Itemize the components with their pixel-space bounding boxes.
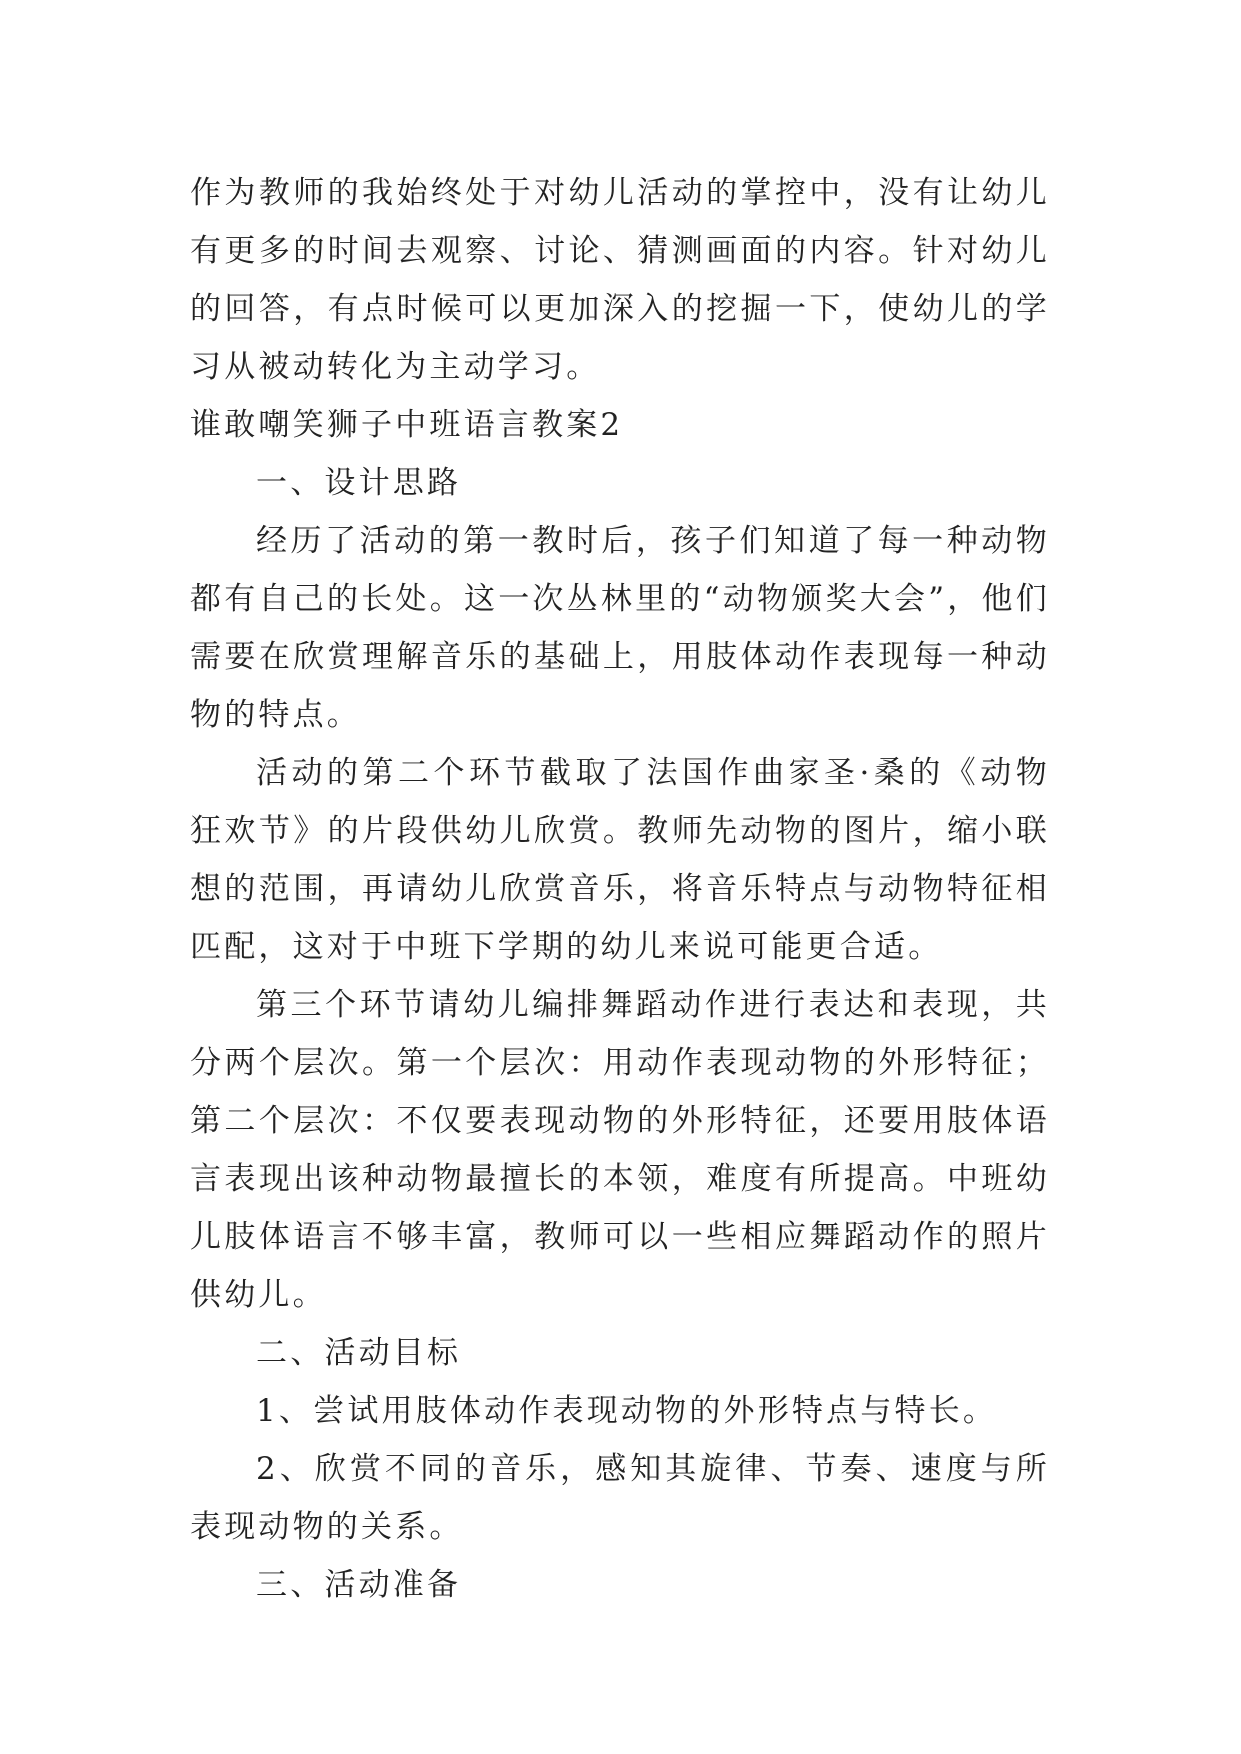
goal-item-2: 2、欣赏不同的音乐，感知其旋律、节奏、速度与所表现动物的关系。 [190, 1451, 1050, 1545]
section-title: 谁敢嘲笑狮子中班语言教案2 [190, 407, 624, 443]
heading-activity-preparation: 三、活动准备 [256, 1567, 462, 1603]
paragraph-design-2: 活动的第二个环节截取了法国作曲家圣·桑的《动物狂欢节》的片段供幼儿欣赏。教师先动物的图片，缩小联想的范围，再请幼儿欣赏音乐，将音乐特点与动物特征相匹配，这对于中班下学期的幼儿来说可能更合适。 [190, 755, 1050, 965]
document-body [190, 164, 1050, 1614]
paragraph-design-1: 经历了活动的第一教时后，孩子们知道了每一种动物都有自己的长处。这一次丛林里的“动物颁奖大会”，他们需要在欣赏理解音乐的基础上，用肢体动作表现每一种动物的特点。 [190, 523, 1050, 733]
paragraph-design-3: 第三个环节请幼儿编排舞蹈动作进行表达和表现，共分两个层次。第一个层次：用动作表现动物的外形特征；第二个层次：不仅要表现动物的外形特征，还要用肢体语言表现出该种动物最擅长的本领，难度有所提高。中班幼儿肢体语言不够丰富，教师可以一些相应舞蹈动作的照片供幼儿。 [190, 987, 1050, 1313]
goal-item-1: 1、尝试用肢体动作表现动物的外形特点与特长。 [256, 1393, 998, 1429]
heading-design-idea: 一、设计思路 [256, 465, 462, 501]
heading-activity-goals: 二、活动目标 [256, 1335, 462, 1371]
paragraph-reflection: 作为教师的我始终处于对幼儿活动的掌控中，没有让幼儿有更多的时间去观察、讨论、猜测画面的内容。针对幼儿的回答，有点时候可以更加深入的挖掘一下，使幼儿的学习从被动转化为主动学习。 [190, 175, 1050, 385]
